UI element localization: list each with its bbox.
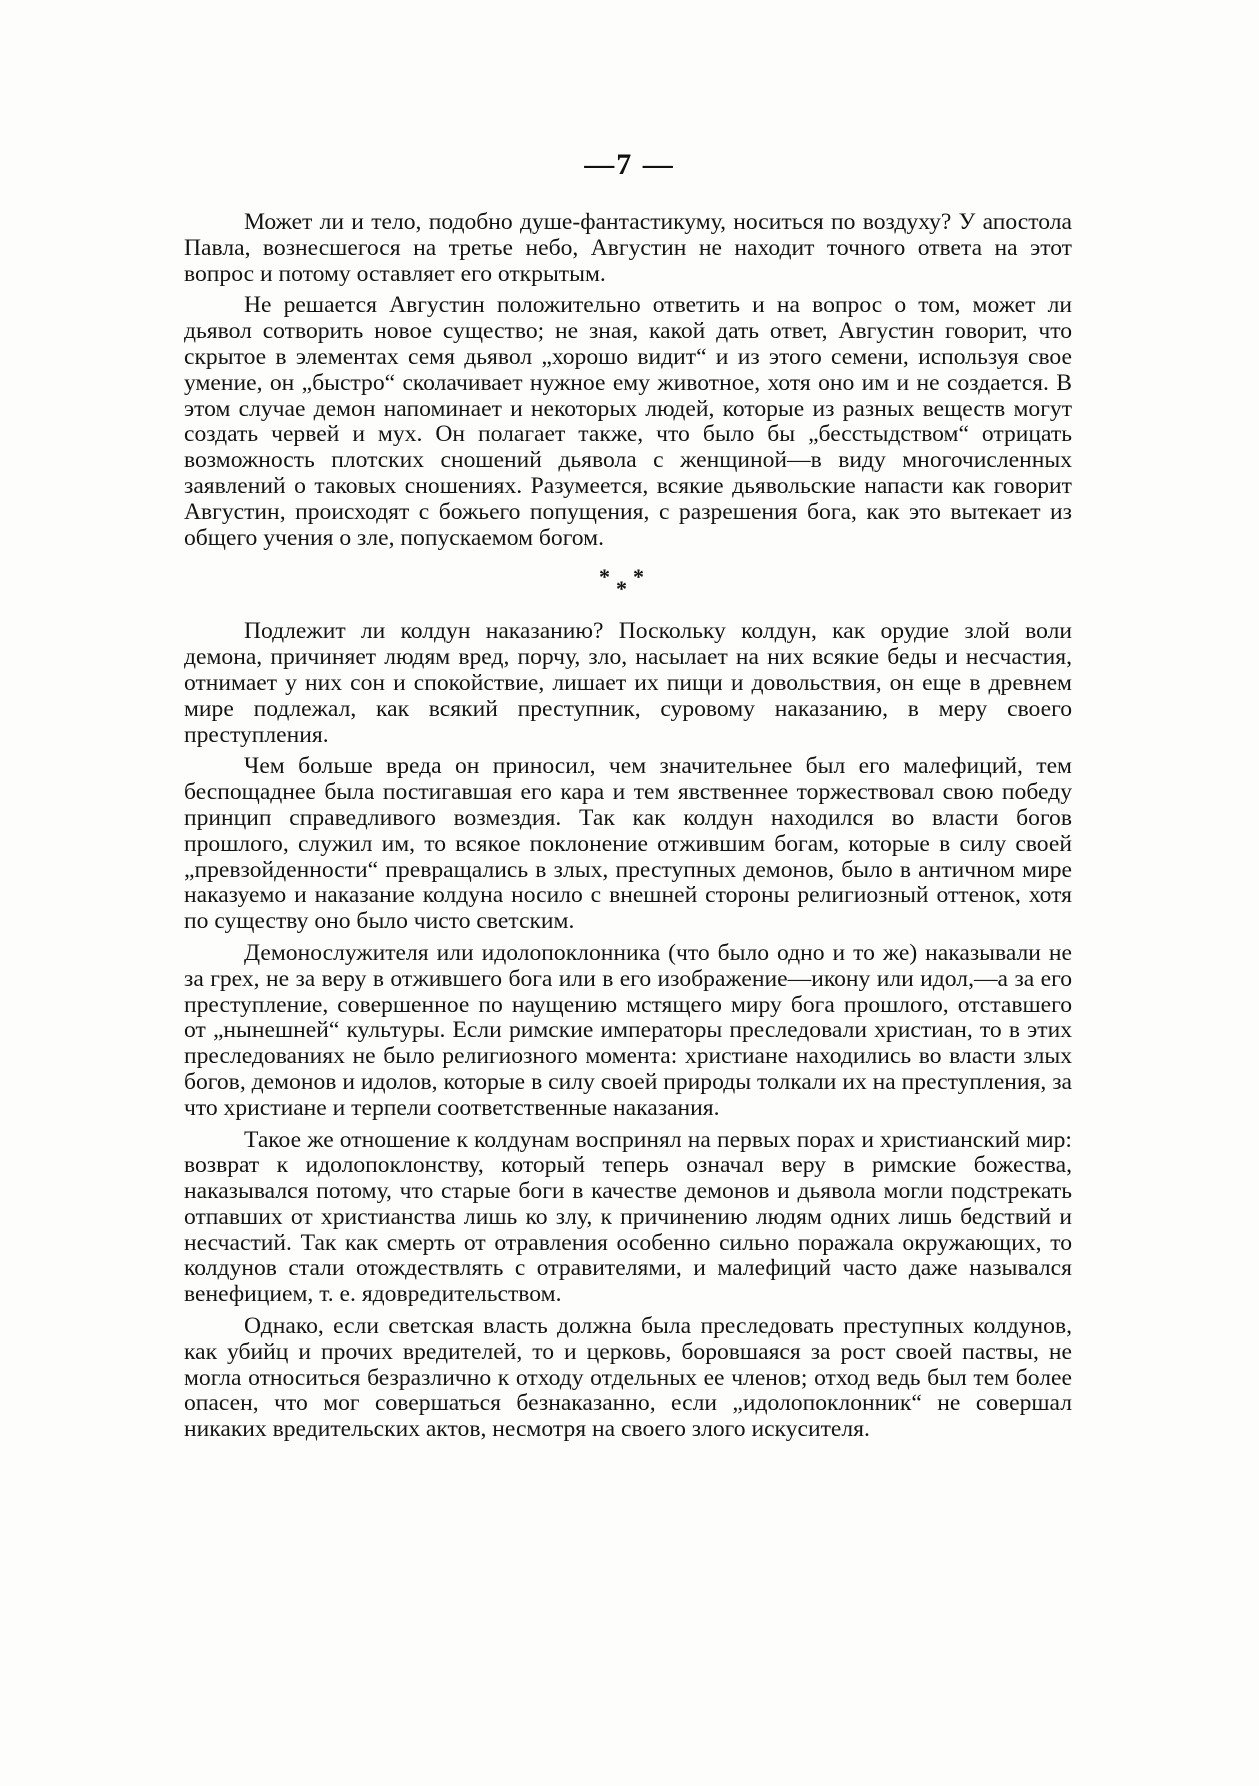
paragraph: Не решается Августин положительно ответить и на вопрос о том, может ли дьявол сотворить новое существо; не зная, какой дать ответ, Августин говорит, что скрытое в элементах семя дьявол „хорошо видит“ и из этого семени, используя свое умение, он „быстро“ сколачивает нужное ему животное, хотя оно им и не создается. В этом случае демон напоминает и некоторых людей, которые из разных веществ могут создать червей и мух. Он полагает также, что было бы „бесстыдством“ отрицать возможность плотских сношений дьявола с женщиной—в виду многочисленных заявлений о таковых сношениях. Разумеется, всякие дьявольские напасти как говорит Августин, происходят с божьего попущения, с разрешения бога, как это вытекает из общего учения о зле, попускаемом богом. bbox=[184, 292, 1072, 551]
paragraph: Демонослужителя или идолопоклонника (что было одно и то же) наказывали не за грех, не за веру в отжившего бога или в его изображение—икону или идол,—а за его преступление, совершенное по наущению мстящего миру бога прошлого, отставшего от „нынешней“ культуры. Если римские императоры преследовали христиан, то в этих преследованиях не было религиозного момента: христиане находились во власти злых богов, демонов и идолов, которые в силу своей природы толкали их на преступления, за что христиане и терпели соответственные наказания. bbox=[184, 939, 1072, 1121]
paragraph: Однако, если светская власть должна была преследовать преступных колдунов, как убийц и прочих вредителей, то и церковь, боровшаяся за рост своей паствы, не могла относиться безразлично к отходу отдельных ее членов; отход ведь был тем более опасен, что мог совершаться безнаказанно, если „идолопоклонник“ не совершал никаких вредительских актов, несмотря на своего злого искусителя. bbox=[184, 1313, 1072, 1443]
body-text bbox=[184, 210, 1072, 1449]
paragraph: Может ли и тело, подобно душе-фантастикуму, носиться по воздуху? У апостола Павла, вознесшегося на третье небо, Августин не находит точного ответа на этот вопрос и потому оставляет его открытым. bbox=[184, 209, 1072, 287]
section-separator bbox=[184, 565, 1072, 601]
paragraph: Чем больше вреда он приносил, чем значительнее был его малефиций, тем беспощаднее была постигавшая его кара и тем явственнее торжествовал свою победу принцип справедливого возмездия. Так как колдун находился во власти богов прошлого, служил им, то всякое поклонение отжившим богам, которые в силу своей „превзойденности“ превращались в злых, преступных демонов, было в античном мире наказуемо и наказание колдуна носило с внешней стороны религиозный оттенок, хотя по существу оно было чисто светским. bbox=[184, 753, 1072, 935]
paragraph: Подлежит ли колдун наказанию? Поскольку колдун, как орудие злой воли демона, причиняет людям вред, порчу, зло, насылает на них всякие беды и несчастия, отнимает у них сон и спокойствие, лишает их пищи и довольствия, он еще в древнем мире подлежал, как всякий преступник, суровому наказанию, в меру своего преступления. bbox=[184, 618, 1072, 748]
paragraph: Такое же отношение к колдунам воспринял на первых порах и христианский мир: возврат к идолопоклонству, который теперь означал веру в римские божества, наказывался потому, что старые боги в качестве демонов и дьявола могли подстрекать отпавших от христианства лишь ко злу, к причинению людям одних лишь бедствий и несчастий. Так как смерть от отравления особенно сильно поражала окружающих, то колдунов стали отождествлять с отравителями, и малефиций часто даже назывался венефицием, т. е. ядовредительством. bbox=[184, 1126, 1072, 1308]
page-number: —7 — bbox=[584, 148, 675, 181]
asterisk: * bbox=[633, 564, 658, 590]
asterisk: * bbox=[616, 576, 641, 602]
asterisk: * bbox=[599, 564, 624, 590]
